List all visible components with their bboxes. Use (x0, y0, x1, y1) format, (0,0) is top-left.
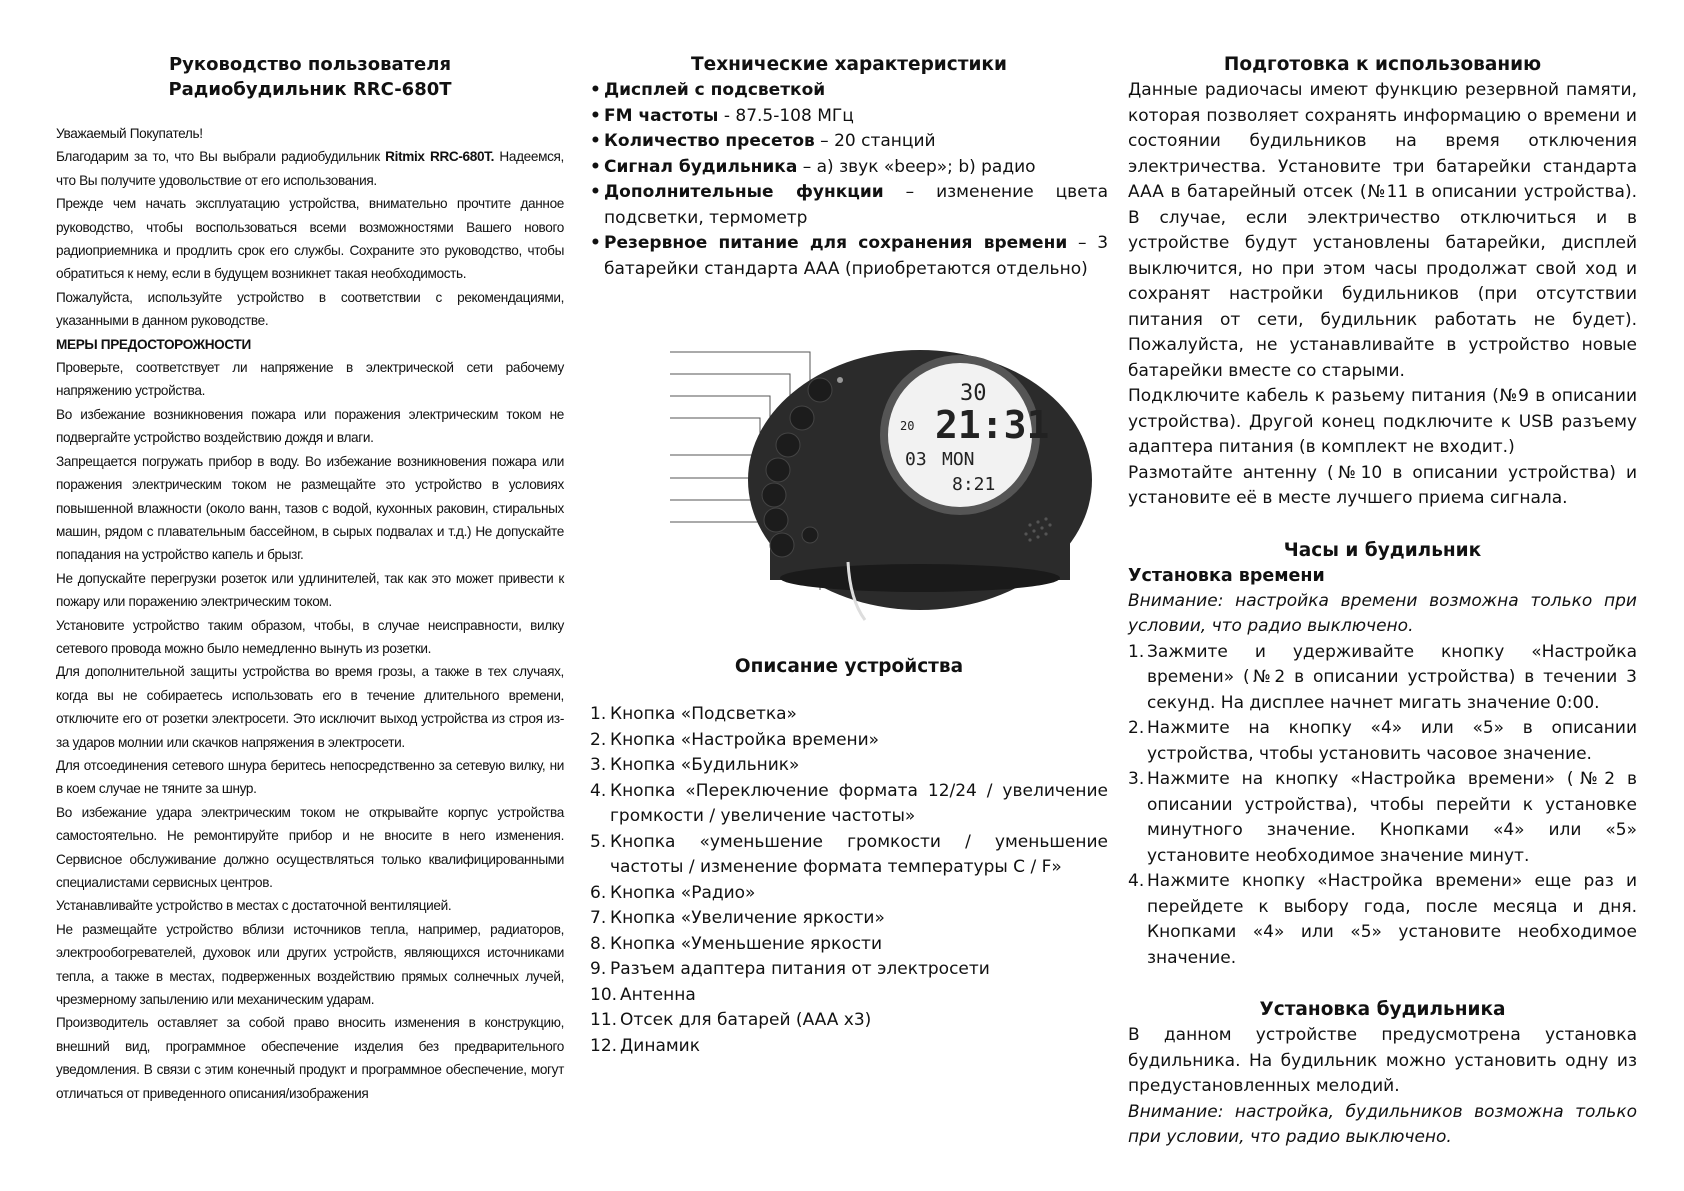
device-items-list (590, 702, 1108, 1059)
alarm-text: В данном устройстве предусмотрена установка будильника. На будильник можно установить одну из предустановленных мелодий. (1128, 1025, 1637, 1096)
list-item: 9. Разъем адаптера питания от электросети (590, 959, 990, 979)
list-item: 4. Кнопка «Переключение формата 12/24 / увеличение громкости / увеличение частоты» (590, 780, 1108, 826)
list-item: 8. Кнопка «Уменьшение яркости (590, 933, 882, 954)
paragraph: Устанавливайте устройство в местах с достаточной вентиляцией. (56, 898, 452, 914)
thanks-paragraph (56, 145, 564, 192)
greeting: Уважаемый Покупатель! (56, 126, 203, 141)
lcd-day: 03 (905, 449, 927, 470)
precautions-heading: МЕРЫ ПРЕДОСТОРОЖНОСТИ (56, 336, 251, 352)
list-item: 4. Нажмите кнопку «Настройка времени» еще раз и перейдете к выбору года, после месяца и дня. Кнопками «4» или «5» установите необходимое значение. (1128, 871, 1637, 968)
spec-item (590, 231, 1108, 282)
spec-value: – а) звук «beep»; b) радио (797, 156, 1036, 177)
specs-title: Технические характеристики (691, 54, 1007, 75)
paragraph: Запрещается погружать прибор в воду. Во избежание возникновения пожара или поражения электрическим током не размещайте это устройство в условиях повышенной влажности (около ванн, тазов с водой, кухонных раковин, стиральных машин, рядом с плавательным бассейном, в сырых подвалах и т.д.) Не допускайте попадания на устройство капель и брызг. (56, 453, 564, 563)
paragraph: Размотайте антенну (№10 в описании устройства) и установите её в месте лучшего приема сигнала. (1128, 462, 1637, 508)
list-item-text: Динамик (620, 1035, 701, 1056)
list-item: 2. Кнопка «Настройка времени» (590, 729, 880, 750)
intro-paragraphs (56, 192, 564, 332)
specs-list (590, 78, 1108, 282)
paragraph: Пожалуйста, используйте устройство в соответствии с рекомендациями, указанными в данном руководстве. (56, 289, 564, 329)
list-item-text: Кнопка «Увеличение яркости» (610, 908, 885, 928)
time-note: Внимание: настройка времени возможна только при условии, что радио выключено. (1128, 590, 1637, 636)
spec-value: – изменение цвета подсветки, термометр (604, 182, 1108, 228)
spec-value: – 3 батарейки стандарта AAA (приобретаются отдельно) (604, 233, 1109, 279)
paragraph: Для дополнительной защиты устройства во время грозы, а также в тех случаях, когда вы не собираетесь использовать его в течение длительного времени, отключите его от розетки электросети. Это исключит выход устройства из строя из-за ударов молнии или скачков напряжения в электросети. (56, 664, 564, 750)
clock-device-illustration (660, 330, 1140, 670)
list-item-text: Кнопка «Подсветка» (610, 704, 797, 724)
model-name: Ritmix RRC-680T. (385, 149, 495, 165)
column-safety (56, 52, 564, 1105)
list-item: 3. Нажмите на кнопку «Настройка времени» (№2 в описании устройства), чтобы перейти к установке минутного значение. Кнопками «4» или «5» установите необходимое значение минут. (1128, 769, 1637, 866)
list-item: 7. Кнопка «Увеличение яркости» (590, 908, 885, 928)
spec-label: Дисплей с подсветкой (604, 80, 826, 100)
alarm-note: Внимание: настройка, будильников возможна только при условии, что радио выключено. (1128, 1101, 1637, 1147)
paragraph: Во избежание удара электрическим током не открывайте корпус устройства самостоятельно. Не ремонтируйте прибор и не вносите в него изменения. Сервисное обслуживание должно осуществляться только квалифицированными специалистами сервисных центров. (56, 804, 564, 890)
title-line-2: Радиобудильник RRC-680T (168, 79, 452, 100)
list-item-text: Кнопка «Радио» (610, 882, 756, 903)
lcd-weekday: MON (942, 449, 975, 470)
list-item: 6. Кнопка «Радио» (590, 882, 756, 903)
lcd-temperature: 30 (960, 381, 987, 406)
precautions-paragraphs (56, 356, 564, 1105)
prep-title: Подготовка к использованию (1223, 54, 1542, 75)
list-item-text: Отсек для батарей (AAA x3) (620, 1010, 872, 1030)
list-item-text: Нажмите на кнопку «Настройка времени» (№2 в описании устройства), чтобы перейти к установке минутного значение. Кнопками «4» или «5» установите необходимое значение минут. (1147, 769, 1637, 866)
list-item-text: Разъем адаптера питания от электросети (610, 959, 990, 979)
paragraph: Установите устройство таким образом, чтобы, в случае неисправности, вилку сетевого провода можно было немедленно вынуть из розетки. (56, 617, 564, 656)
thanks-text: Благодарим за то, что Вы выбрали радиобудильник (56, 149, 386, 165)
spec-label: Резервное питание для сохранения времени (604, 233, 1068, 253)
paragraph: Проверьте, соответствует ли напряжение в электрической сети рабочему напряжению устройства. (56, 360, 564, 399)
lcd-time: 21:31 (935, 403, 1050, 447)
column-setup (1128, 52, 1637, 1151)
list-item-text: Кнопка «Уменьшение яркости (610, 933, 882, 954)
lcd-alarm-time: 8:21 (952, 474, 996, 495)
list-item-text: Антенна (620, 984, 696, 1005)
paragraph: Не допускайте перегрузки розеток или удлинителей, так как это может привести к пожару или поражению электрическим током. (56, 570, 564, 610)
paragraph: Производитель оставляет за собой право вносить изменения в конструкцию, внешний вид, программное обеспечение изделия без предварительного уведомления. В связи с этим конечный продукт и программное обеспечение, могут отличаться от приведенного описания/изображения (56, 1015, 564, 1101)
spec-value: – 20 станций (814, 131, 936, 151)
clock-title: Часы и будильник (1283, 539, 1482, 561)
spec-label: Сигнал будильника (604, 156, 798, 177)
list-item-text: Кнопка «уменьшение громкости / уменьшение частоты / изменение формата температуры С / F» (610, 831, 1108, 877)
paragraph: Для отсоединения сетевого шнура беритесь непосредственно за сетевую вилку, ни в коем случае не тяните за шнур. (56, 757, 564, 797)
spec-label: Количество пресетов (604, 131, 815, 151)
spec-label: FM частоты (604, 105, 719, 126)
manual-title (56, 52, 564, 102)
time-subtitle: Установка времени (1128, 565, 1325, 586)
device-description-title: Описание устройства (734, 656, 964, 677)
spec-item (590, 104, 1108, 130)
list-item: 1. Зажмите и удерживайте кнопку «Настройка времени» (№2 в описании устройства) в течении 3 секунд. На дисплее начнет мигать значение 0:00. (1128, 641, 1637, 713)
list-item-text: Зажмите и удерживайте кнопку «Настройка времени» (№2 в описании устройства) в течении 3 секунд. На дисплее начнет мигать значение 0:00. (1147, 641, 1637, 713)
paragraph: Во избежание возникновения пожара или поражения электрическим током не подвергайте устройство воздействию дождя и влаги. (56, 406, 564, 446)
title-line-1: Руководство пользователя (168, 54, 452, 75)
list-item-text: Кнопка «Настройка времени» (610, 729, 880, 750)
list-item: 11. Отсек для батарей (AAA x3) (590, 1010, 872, 1030)
paragraph: Данные радиочасы имеют функцию резервной памяти, которая позволяет сохранять информацию о времени и состоянии будильников на время отключения электричества. Установите три батарейки стандарта AAA в батарейный отсек (№11 в описании устройства). В случае, если электричество отключиться и в устройстве будут установлены батарейки, дисплей выключится, но при этом часы продолжат свой ход и сохранят настройки будильников (при отсутствии питания от сети, будильник работать не будет). Пожалуйста, не устанавливайте в устройство новые батарейки вместе со старыми. (1128, 80, 1637, 381)
spec-label: Дополнительные функции (604, 182, 884, 202)
paragraph: Прежде чем начать эксплуатацию устройства, внимательно прочтите данное руководство, чтобы воспользоваться всеми возможностями Вашего нового радиоприемника и продлить срок его службы. Сохраните это руководство, чтобы обратиться к нему, если в будущем возникнет такая необходимость. (56, 196, 564, 282)
list-item: 10. Антенна (590, 984, 696, 1005)
alarm-title: Установка будильника (1259, 999, 1506, 1020)
time-steps (1128, 640, 1637, 972)
list-item-text: Кнопка «Переключение формата 12/24 / увеличение громкости / увеличение частоты» (610, 780, 1108, 826)
list-item: 5. Кнопка «уменьшение громкости / уменьшение частоты / изменение формата температуры С / F» (590, 831, 1108, 877)
spec-value: - 87.5-108 МГц (718, 105, 854, 126)
lcd-date: 20 (900, 419, 915, 433)
spec-item (590, 155, 1108, 181)
spec-item (590, 129, 1108, 155)
list-item: 3. Кнопка «Будильник» (590, 755, 800, 775)
list-item-text: Кнопка «Будильник» (610, 755, 800, 775)
spec-item (590, 180, 1108, 231)
prep-paragraphs (1128, 78, 1637, 512)
list-item: 2. Нажмите на кнопку «4» или «5» в описании устройства, чтобы установить часовое значение. (1128, 718, 1637, 764)
paragraph: Подключите кабель к разьему питания (№9 в описании устройства). Другой конец подключите к USB разъему адаптера питания (в комплект не входит.) (1128, 386, 1637, 457)
spec-item (590, 78, 1108, 104)
thanks-text-end: Надеемся, что Вы получите удовольствие от его использования. (56, 149, 564, 188)
list-item-text: Нажмите кнопку «Настройка времени» еще раз и перейдете к выбору года, после месяца и дня. Кнопками «4» или «5» установите необходимое значение. (1147, 871, 1637, 968)
list-item-text: Нажмите на кнопку «4» или «5» в описании устройства, чтобы установить часовое значение. (1147, 718, 1637, 764)
list-item: 1. Кнопка «Подсветка» (590, 704, 797, 724)
list-item: 12. Динамик (590, 1035, 701, 1056)
paragraph: Не размещайте устройство вблизи источников тепла, например, радиаторов, электрообогревателей, духовок или других устройств, являющихся источниками тепла, а также в местах, подверженных воздействию прямых солнечных лучей, чрезмерному запылению или механическим ударам. (56, 921, 564, 1008)
